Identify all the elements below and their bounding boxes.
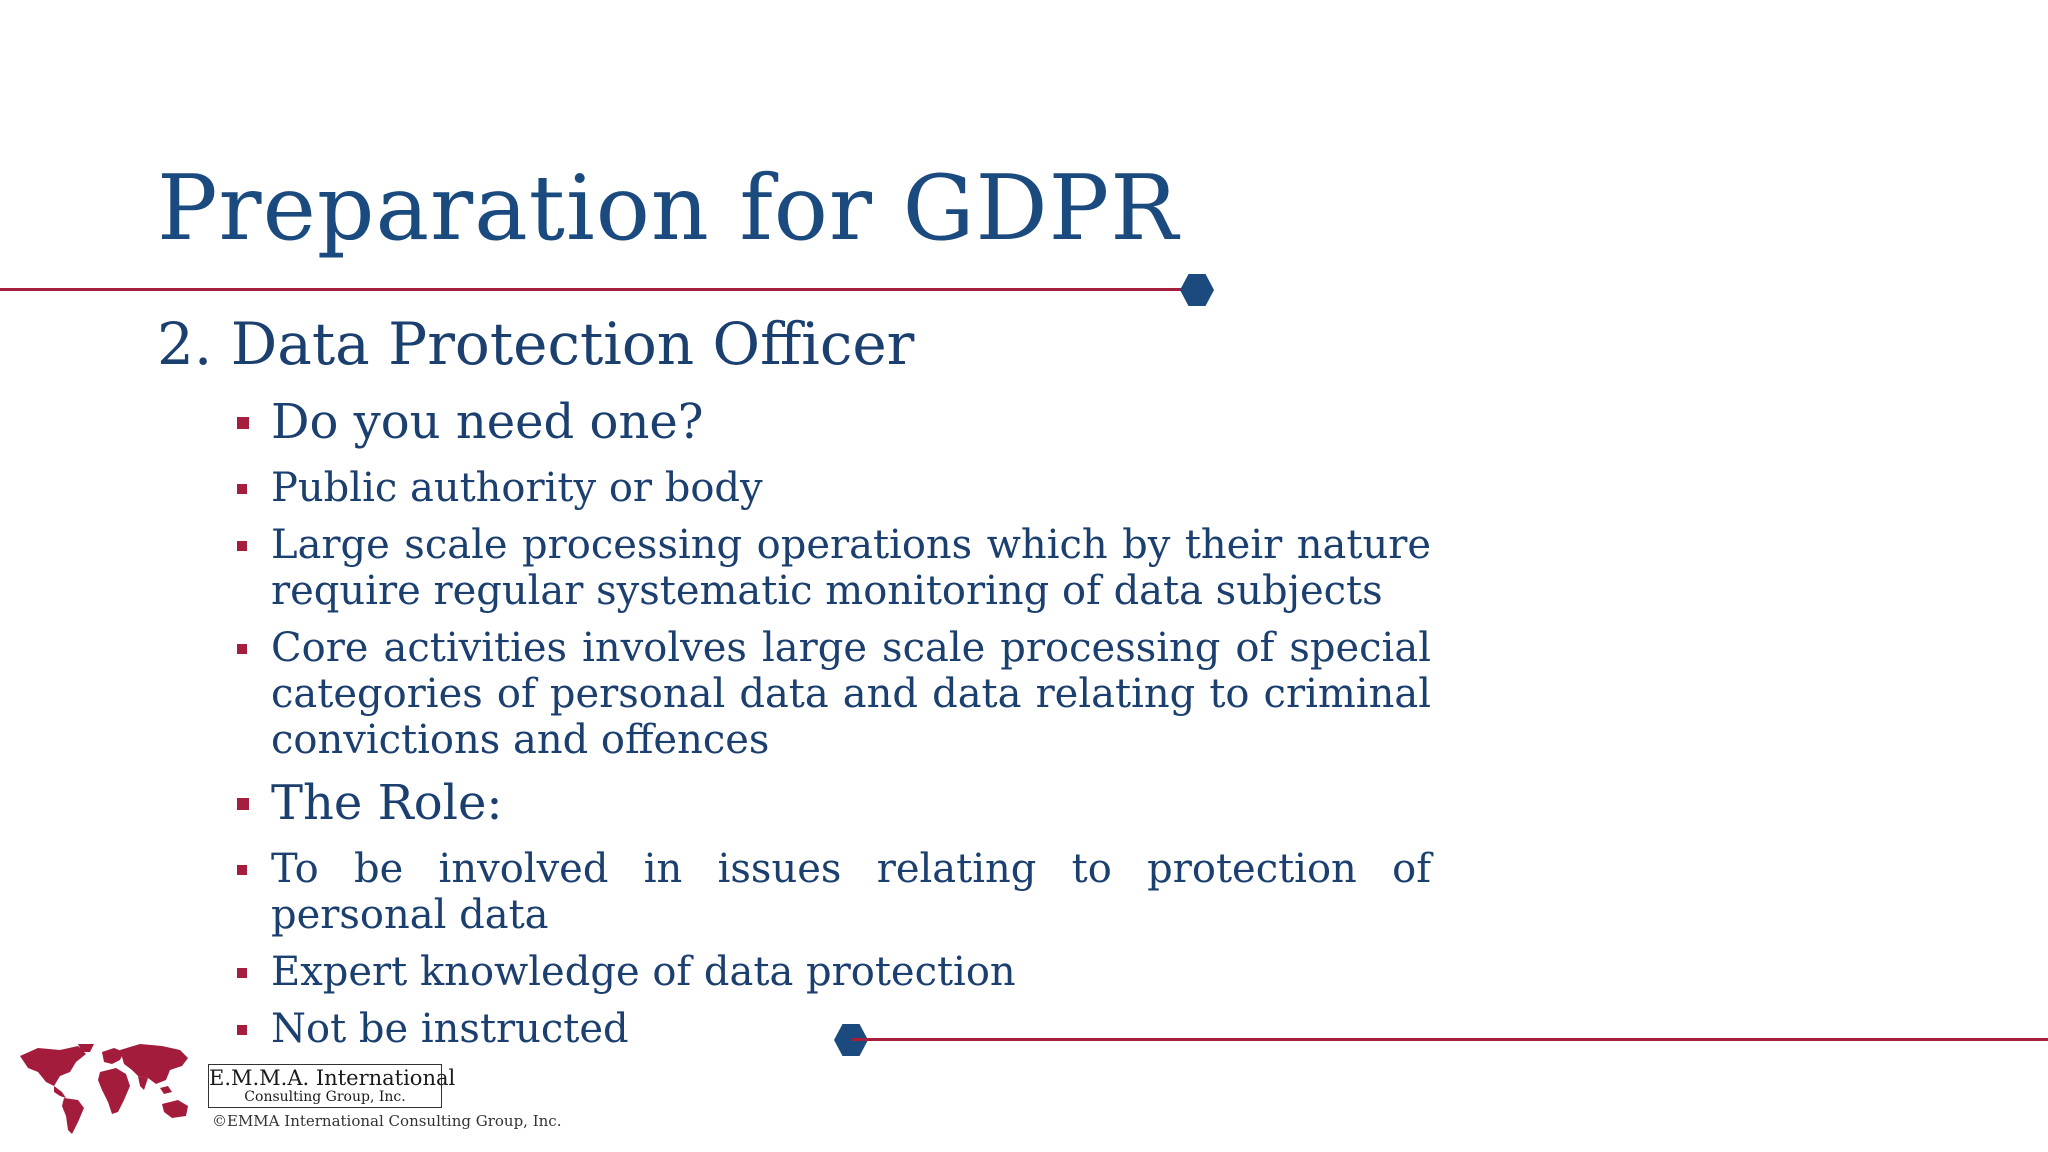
list-item [157, 771, 1597, 1052]
world-map-icon [16, 1042, 196, 1138]
footer-divider-line [852, 1038, 2048, 1041]
sub-list-item-text: Expert knowledge of data protection [271, 949, 1016, 995]
square-bullet-icon [237, 798, 249, 810]
logo-company-subtitle: Consulting Group, Inc. [244, 1089, 406, 1105]
square-bullet-icon [237, 1025, 247, 1035]
list-item-label: The Role: [271, 775, 503, 831]
sub-list-item-text: Public authority or body [271, 465, 763, 511]
sub-list-item [271, 522, 1431, 614]
slide-title: Preparation for GDPR [157, 156, 1179, 261]
logo-company-name: E.M.M.A. International [209, 1066, 456, 1090]
square-bullet-icon [237, 865, 247, 875]
sub-list-item [271, 949, 1431, 995]
square-bullet-icon [237, 541, 247, 551]
bullet-list [157, 390, 1597, 1052]
copyright-notice: ©EMMA International Consulting Group, Inc. [212, 1112, 562, 1130]
square-bullet-icon [237, 968, 247, 978]
list-item [157, 390, 1597, 763]
sub-list-item-text: Not be instructed [271, 1006, 629, 1052]
sub-list-item [271, 465, 1431, 511]
square-bullet-icon [237, 417, 249, 429]
section-heading: 2. Data Protection Officer [157, 310, 915, 378]
sub-list-item-text: To be involved in issues relating to protection of personal data [271, 846, 1431, 938]
sub-list-item-text: Core activities involves large scale processing of special categories of personal data and data relating to criminal convictions and offences [271, 625, 1431, 763]
hexagon-marker-icon [1180, 274, 1214, 306]
sub-list-item [271, 625, 1431, 763]
title-divider-line [0, 288, 1190, 291]
sub-list-item [271, 846, 1431, 938]
sub-list-item-text: Large scale processing operations which by their nature require regular systematic monitoring of data subjects [271, 522, 1431, 614]
square-bullet-icon [237, 484, 247, 494]
slide-body [157, 306, 1597, 1052]
square-bullet-icon [237, 644, 247, 654]
list-item-label: Do you need one? [271, 394, 704, 450]
logo-text-box [208, 1064, 456, 1108]
sub-bullet-list [271, 846, 1597, 1052]
sub-bullet-list [271, 465, 1597, 763]
